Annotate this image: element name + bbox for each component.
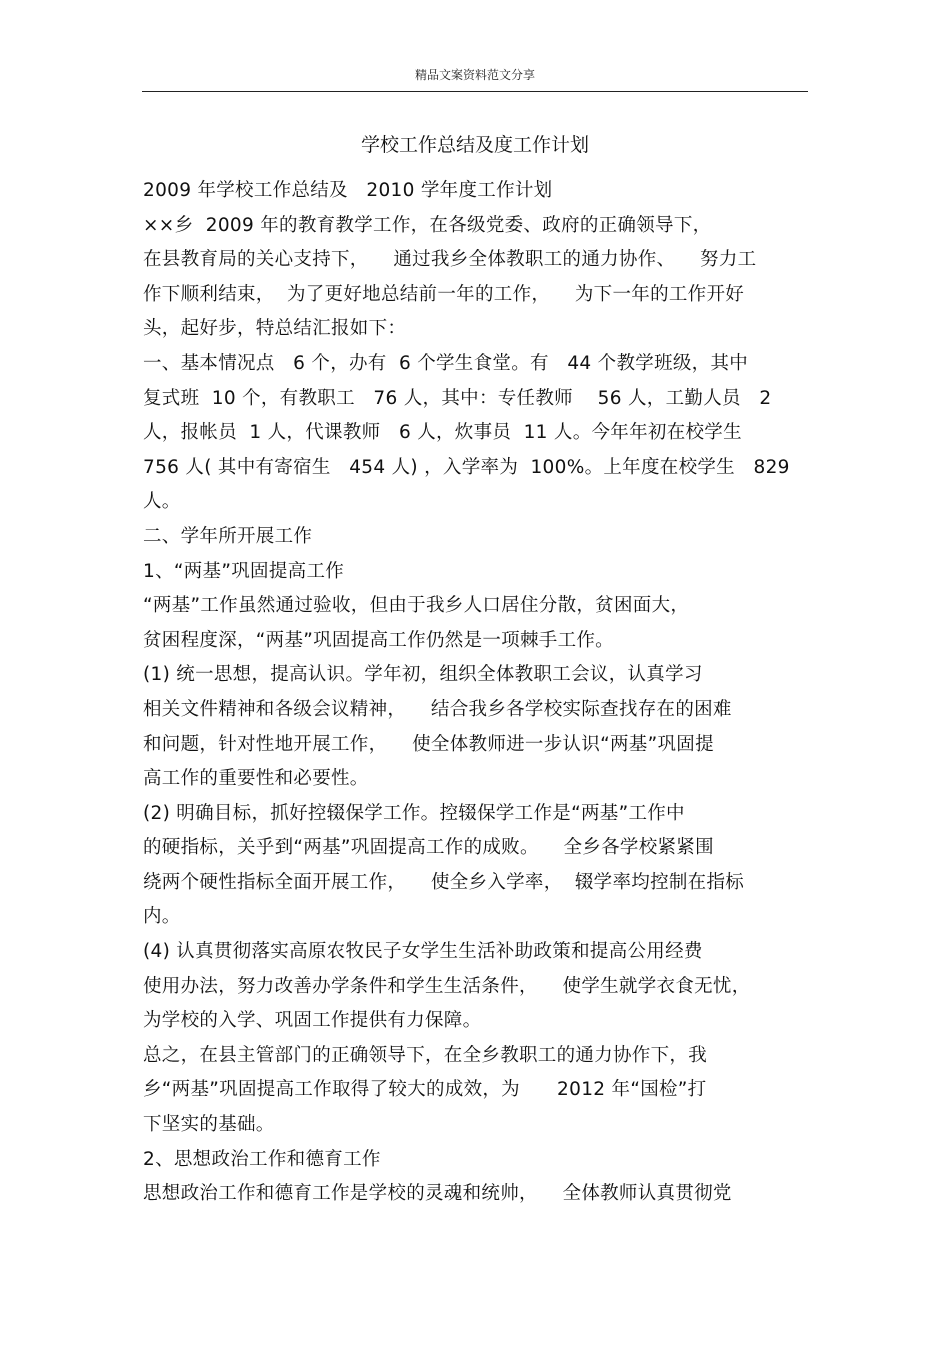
- body-line: 思想政治工作和德育工作是学校的灵魂和统帅， 全体教师认真贯彻党: [143, 1183, 732, 1205]
- body-line: 绕两个硬性指标全面开展工作， 使全乡入学率， 辍学率均控制在指标: [143, 871, 745, 893]
- body-line: 内。: [143, 906, 181, 928]
- body-line: 为学校的入学、巩固工作提供有力保障。: [143, 1010, 482, 1032]
- body-line: 高工作的重要性和必要性。: [143, 768, 369, 790]
- body-line: 相关文件精神和各级会议精神， 结合我乡各学校实际查找存在的困难: [143, 698, 732, 720]
- body-line: 的硬指标，关乎到“两基”巩固提高工作的成败。 全乡各学校紧紧围: [143, 837, 714, 859]
- body-line: 2、思想政治工作和德育工作: [143, 1148, 381, 1170]
- body-line: 人。: [143, 491, 181, 513]
- body-line: 头，起好步，特总结汇报如下：: [143, 318, 407, 340]
- document-body: [143, 174, 810, 1212]
- body-line: 贫困程度深，“两基”巩固提高工作仍然是一项棘手工作。: [143, 629, 614, 651]
- body-line: (4) 认真贯彻落实高原农牧民子女学生生活补助政策和提高公用经费: [143, 941, 703, 963]
- body-line: 人，报帐员 1 人，代课教师 6 人，炊事员 11 人。今年年初在校学生: [143, 422, 742, 444]
- body-line: ××乡 2009 年的教育教学工作，在各级党委、政府的正确领导下，: [143, 214, 712, 236]
- body-line: “两基”工作虽然通过验收，但由于我乡人口居住分散，贫困面大，: [143, 595, 690, 617]
- body-line: 作下顺利结束， 为了更好地总结前一年的工作， 为下一年的工作开好: [143, 283, 745, 305]
- document-title: 学校工作总结及度工作计划: [360, 134, 589, 156]
- body-line: (2) 明确目标，抓好控辍保学工作。控辍保学工作是“两基”工作中: [143, 802, 685, 824]
- body-line: 下坚实的基础。: [143, 1114, 275, 1136]
- body-line: 和问题，针对性地开展工作， 使全体教师进一步认识“两基”巩固提: [143, 733, 714, 755]
- body-line: 2009 年学校工作总结及 2010 学年度工作计划: [143, 180, 553, 201]
- body-line: 756 人( 其中有寄宿生 454 人) ，入学率为 100%。上年度在校学生 829: [143, 456, 790, 478]
- body-line: 二、学年所开展工作: [143, 525, 313, 547]
- body-line: 总之，在县主管部门的正确领导下，在全乡教职工的通力协作下，我: [143, 1044, 708, 1066]
- header-divider: [142, 91, 808, 92]
- body-line: 乡“两基”巩固提高工作取得了较大的成效，为 2012 年“国检”打: [143, 1079, 707, 1101]
- body-line: 1、“两基”巩固提高工作: [143, 560, 345, 582]
- body-line: 在县教育局的关心支持下， 通过我乡全体教职工的通力协作、 努力工: [143, 249, 757, 271]
- body-line: 复式班 10 个，有教职工 76 人，其中：专任教师 56 人，工勤人员 2: [143, 387, 772, 409]
- body-line: 使用办法，努力改善办学条件和学生生活条件， 使学生就学衣食无忧，: [143, 975, 751, 997]
- page-header: 精品文案资料范文分享: [414, 68, 535, 82]
- body-line: (1) 统一思想，提高认识。学年初，组织全体教职工会议，认真学习: [143, 664, 703, 686]
- body-line: 一、基本情况点 6 个，办有 6 个学生食堂。有 44 个教学班级，其中: [143, 352, 749, 374]
